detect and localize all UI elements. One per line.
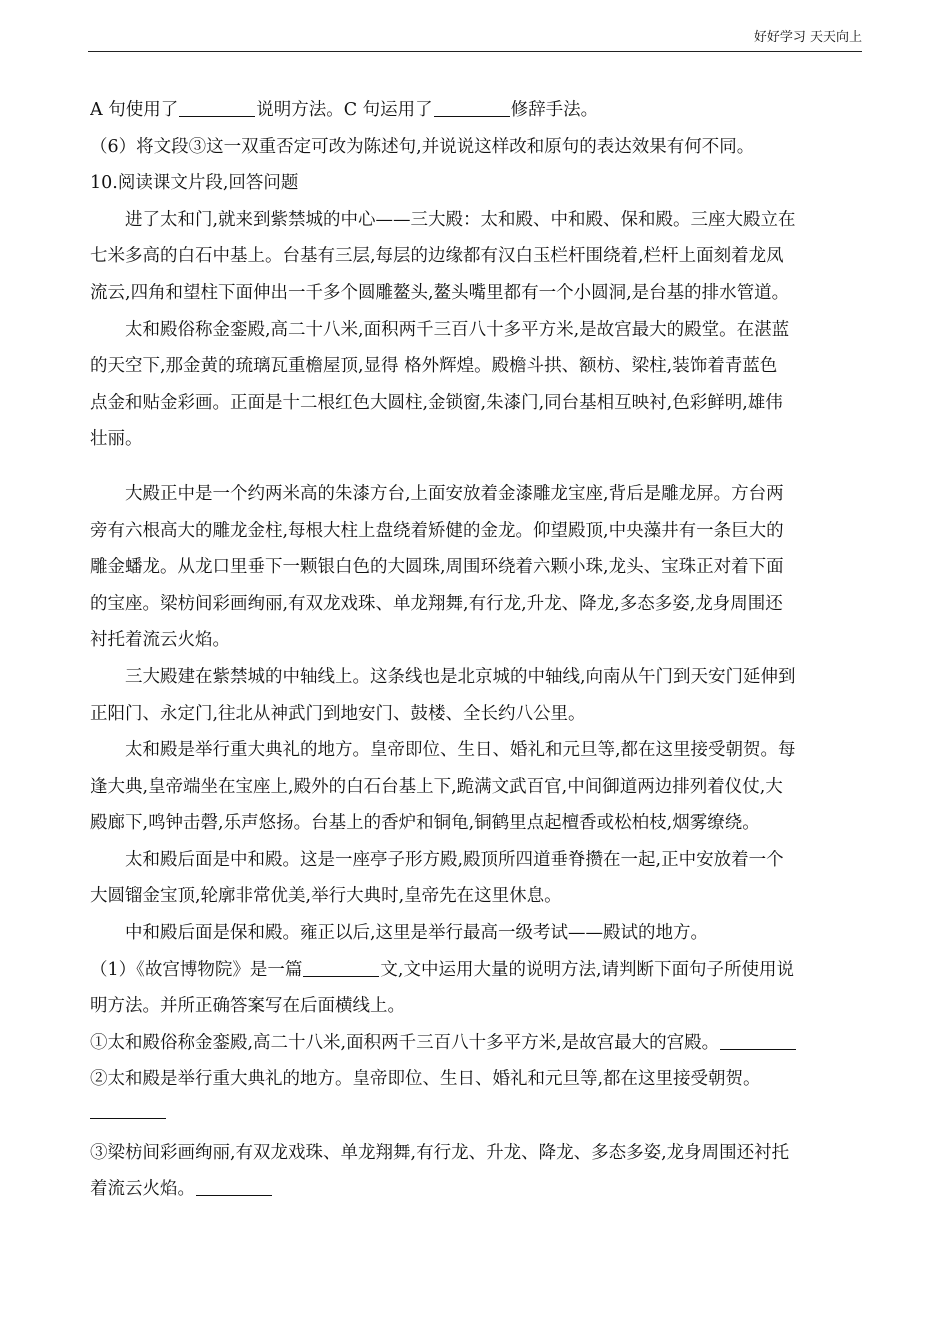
passage-paragraph-5: 太和殿是举行重大典礼的地方。皇帝即位、生日、婚礼和元旦等,都在这里接受朝贺。每 逢大典,皇帝端坐在宝座上,殿外的白石台基上下,跪满文武百官,中间御道两边排列着仪仗,大 殿廊下,鸣钟击磬,乐声悠扬。台基上的香炉和铜龟,铜鹤里点起檀香或松柏枝,烟雾缭绕。	[90, 740, 796, 834]
passage-paragraph-7: 中和殿后面是保和殿。雍正以后,这里是举行最高一级考试——殿试的地方。	[125, 923, 709, 944]
answer-blank[interactable]	[196, 1175, 272, 1196]
passage-paragraph-6: 太和殿后面是中和殿。这是一座亭子形方殿,殿顶所四道垂脊攒在一起,正中安放着一个 大圆镏金宝顶,轮廓非常优美,举行大典时,皇帝先在这里休息。	[90, 849, 784, 907]
q10-sub1: （1）《故宫博物院》是一篇 文,文中运用大量的说明方法,请判断下面句子所使用说 明方法。并所正确答案写在后面横线上。 ①太和殿俗称金銮殿,高二十八米,面积两千三百八十多平方米,是故宫最大的宫殿。 ②太和殿是举行重大典礼的地方。皇帝即位、生日、婚礼和元旦等,都在这里接受朝贺。 ③梁枋间彩画绚丽,有双龙戏珠、单龙翔舞,有行龙、升龙、降龙、多态多姿,龙身周围还衬托 着流云火焰。	[90, 952, 856, 1208]
passage-paragraph-1: 进了太和门,就来到紫禁城的中心——三大殿：太和殿、中和殿、保和殿。三座大殿立在 七米多高的白石中基上。台基有三层,每层的边缘都有汉白玉栏杆围绕着,栏杆上面刻着龙凤 流云,四角和望柱下面伸出一千多个圆雕鳌头,鳌头嘴里都有一个小圆洞,是台基的排水管道。	[90, 209, 796, 303]
answer-blank[interactable]	[179, 96, 255, 117]
answer-blank[interactable]	[434, 96, 510, 117]
q9-sub6: （6）将文段③这一双重否定可改为陈述句,并说说这样改和原句的表达效果有何不同。	[90, 136, 755, 157]
question-item-1: ①太和殿俗称金銮殿,高二十八米,面积两千三百八十多平方米,是故宫最大的宫殿。	[90, 1025, 856, 1062]
passage-paragraph-4: 三大殿建在紫禁城的中轴线上。这条线也是北京城的中轴线,向南从午门到天安门延伸到 正阳门、永定门,往北从神武门到地安门、鼓楼、全长约八公里。	[90, 666, 796, 724]
header-slogan: 好好学习 天天向上	[753, 30, 862, 45]
paragraph-gap	[90, 458, 856, 476]
q9-answer-line: A 句使用了 说明方法。C 句运用了 修辞手法。	[90, 92, 856, 129]
question-item-2: ②太和殿是举行重大典礼的地方。皇帝即位、生日、婚礼和元旦等,都在这里接受朝贺。	[90, 1069, 761, 1090]
page-header	[0, 0, 950, 52]
header-divider	[88, 51, 862, 52]
q10-title: 10.阅读课文片段,回答问题	[90, 173, 299, 194]
document-body	[90, 92, 856, 1208]
question-item-3: ③梁枋间彩画绚丽,有双龙戏珠、单龙翔舞,有行龙、升龙、降龙、多态多姿,龙身周围还衬托	[90, 1142, 790, 1163]
passage-paragraph-3: 大殿正中是一个约两米高的朱漆方台,上面安放着金漆雕龙宝座,背后是雕龙屏。方台两 旁有六根高大的雕龙金柱,每根大柱上盘绕着矫健的金龙。仰望殿顶,中央藻井有一条巨大的 雕金蟠龙。从龙口里垂下一颗银白色的大圆珠,周围环绕着六颗小珠,龙头、宝珠正对着下面 的宝座。梁枋间彩画绚丽,有双龙戏珠、单龙翔舞,有行龙,升龙、降龙,多态多姿,龙身周围还 衬托着流云火焰。	[90, 483, 784, 651]
answer-blank[interactable]	[303, 956, 379, 977]
answer-blank[interactable]	[720, 1029, 796, 1050]
passage-paragraph-2: 太和殿俗称金銮殿,高二十八米,面积两千三百八十多平方米,是故宫最大的殿堂。在湛蓝 的天空下,那金黄的琉璃瓦重檐屋顶,显得 格外辉煌。殿檐斗拱、额枋、梁柱,装饰着青蓝色 点金和贴金彩画。正面是十二根红色大圆柱,金锁窗,朱漆门,同台基相互映衬,色彩鲜明,雄伟 壮丽。	[90, 319, 790, 450]
answer-blank[interactable]	[90, 1098, 166, 1119]
